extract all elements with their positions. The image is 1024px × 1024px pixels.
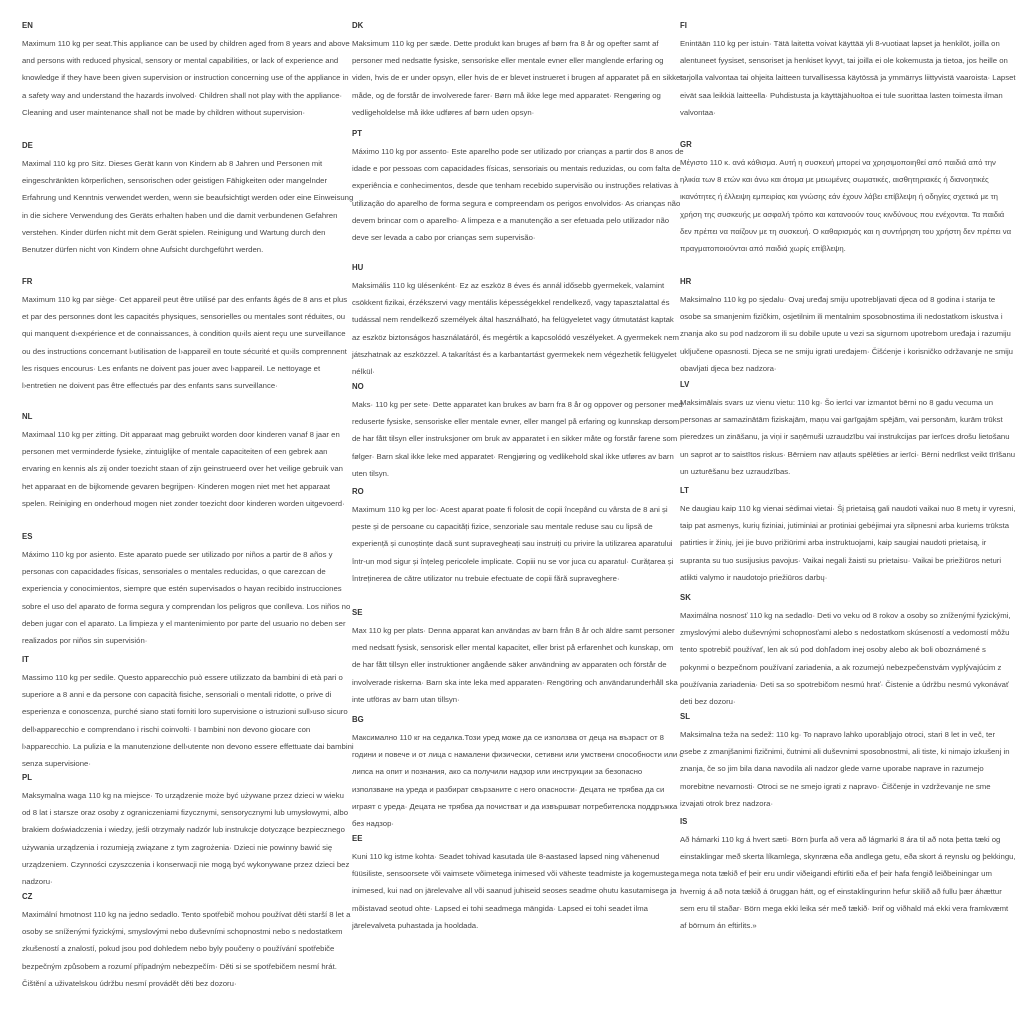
warning-text: Maximal 110 kg pro Sitz. Dieses Gerät kann von Kindern ab 8 Jahren und Personen mit eingeschränkten körperlichen, sensorischen oder geistigen Fähigkeiten oder mangelnder Erfahrung und Kenntnis verwendet werden, wenn sie beaufsichtigt werden oder eine Einweisung in die sichere Verwendung des Geräts erhalten haben und die damit verbundenen Gefahren verstehen. Kinder dürfen nicht mit dem Gerät spielen. Reinigung und Wartung durch den Benutzer dürfen nicht von Kindern ohne Aufsicht durchgeführt werden. xyxy=(22,159,354,255)
language-code: ES xyxy=(22,532,33,541)
language-code: SK xyxy=(680,593,691,602)
section-se xyxy=(352,607,684,708)
column-1 xyxy=(22,0,354,1024)
section-es xyxy=(22,531,354,649)
section-ro xyxy=(352,486,684,587)
section-is xyxy=(680,816,1016,934)
section-pl xyxy=(22,772,354,890)
language-code: RO xyxy=(352,487,364,496)
section-ee xyxy=(352,833,684,934)
language-code: IT xyxy=(22,655,29,664)
warning-text: Maximálna nosnosť 110 kg na sedadlo· Deti vo veku od 8 rokov a osoby so zníženými fyzickými, zmyslovými alebo duševnými schopnosťami alebo s nedostatkom skúseností a vedomostí môžu tento spotrebič používať, len ak sú pod dohľadom inej osoby alebo ak boli oboznámené s pokynmi o bezpečnom používaní zariadenia, a ak rozumejú nebezpečenstvám vyplývajúcim z používania zariadenia· Deti sa so spotrebičom nesmú hrať· Čistenie a údržbu nesmú vykonávať deti bez dozoru· xyxy=(680,611,1011,707)
warning-text: Maksymalna waga 110 kg na miejsce· To urządzenie może być używane przez dzieci w wieku od 8 lat i starsze oraz osoby z ograniczeniami fizycznymi, sensorycznymi lub umysłowymi, albo brakiem doświadczenia i wiedzy, jeśli otrzymały nadzór lub instrukcje dotyczące bezpiecznego używania urządzenia i rozumieją związane z tym zagrożenia· Dzieci nie powinny bawić się urządzeniem. Czynności czyszczenia i konserwacji nie mogą być wykonywane przez dzieci bez nadzoru· xyxy=(22,791,350,887)
section-de xyxy=(22,140,354,258)
warning-text: Ne daugiau kaip 110 kg vienai sėdimai vietai· Šį prietaisą gali naudoti vaikai nuo 8 metų ir vyresni, taip pat asmenys, kurių fiziniai, jutiminiai ar protiniai gebėjimai yra silpnesni arba kuriems trūksta patirties ir žinių, jei jie buvo prižiūrimi arba instruktuojami, kaip saugiai naudoti prietaisą, ir supranta su tuo susijusius pavojus· Vaikai negali žaisti su prietaisu· Vaikai be priežiūros neturi atlikti valymo ir naudotojo priežiūros darbų· xyxy=(680,504,1016,582)
warning-text: Maximaal 110 kg per zitting. Dit apparaat mag gebruikt worden door kinderen vanaf 8 jaar en personen met verminderde fysieke, zintuiglijke of mentale capaciteiten of een gebrek aan ervaring en kennis als zij onder toezicht staan of zijn geinstrueerd over het veilige gebruik van het apparaat en de bijkomende gevaren begrijpen· Kinderen mogen niet met het apparaat spelen. Reiniging en onderhoud mogen niet zonder toezicht door kinderen worden uitgevoerd· xyxy=(22,430,345,508)
language-code: LV xyxy=(680,380,690,389)
language-code: EN xyxy=(22,21,33,30)
warning-text: Максимално 110 кг на седалка.Този уред може да се използва от деца на възраст от 8 години и повече и от лица с намалени физически, сетивни или умствени способности или с липса на опит и познания, ако са получили надзор или инструкции за безопасно използване на уреда и разбират свързаните с него опасности· Децата не трябва да си играят с уреда· Децата не трябва да почистват и да извършват потребителска поддръжка без надзор· xyxy=(352,733,684,829)
language-code: FI xyxy=(680,21,687,30)
section-pt xyxy=(352,128,684,246)
column-2 xyxy=(352,0,684,1024)
warning-text: Maximum 110 kg per loc· Acest aparat poate fi folosit de copii începând cu vârsta de 8 ani și peste și de persoane cu capacități fizice, senzoriale sau mentale reduse sau cu lipsă de experiență și cunoștințe dacă sunt supravegheați sau instruiți cu privire la utilizarea aparatului într-un mod sigur și înțeleg pericolele implicate. Copiii nu se vor juca cu aparatul· Curățarea și întreținerea de către utilizator nu trebuie efectuate de copii fără supraveghere· xyxy=(352,505,674,583)
section-sk xyxy=(680,592,1016,710)
warning-text: Kuni 110 kg istme kohta· Seadet tohivad kasutada üle 8-aastased lapsed ning vähenenud füüsiliste, sensoorsete või vaimsete võimetega inimesed või väheste teadmiste ja kogemustega inimesed, kui nad on järelevalve all või saanud juhiseid seoses seadme ohutu kasutamisega ja mõistavad seotud ohte· Lapsed ei tohi seadmega mängida· Lapsed ei tohi seadet ilma järelevalveta puhastada ja hooldada. xyxy=(352,852,679,930)
warning-text: Maks· 110 kg per sete· Dette apparatet kan brukes av barn fra 8 år og oppover og personer med reduserte fysiske, sensoriske eller mentale evner, eller mangel på erfaring og kunnskap dersom de har fått tilsyn eller instruksjoner om bruk av apparatet i en sikker måte og forstår farene som følger· Barn skal ikke leke med apparatet· Rengjøring og vedlikehold skal ikke utføres av barn uten tilsyn. xyxy=(352,400,683,478)
section-hr xyxy=(680,276,1016,377)
language-code: NL xyxy=(22,412,33,421)
language-code: LT xyxy=(680,486,689,495)
warning-text: Maximum 110 kg par siège· Cet appareil peut être utilisé par des enfants âgés de 8 ans et plus et par des personnes dont les capacités physiques, sensorielles ou mentales sont réduites, ou qui manquent d›expérience et de connaissances, à condition qu›ils aient reçu une surveillance ou des instructions concernant l›utilisation de l›appareil en toute sécurité et qu›ils comprennent les risques encourus· Les enfants ne doivent pas jouer avec l›appareil. Le nettoyage et l›entretien ne doivent pas être effectués par des enfants sans surveillance· xyxy=(22,295,348,391)
warning-text: Máximo 110 kg por assento· Este aparelho pode ser utilizado por crianças a partir dos 8 anos de idade e por pessoas com capacidades físicas, sensoriais ou mentais reduzidas, ou com falta de experiência e conhecimentos, desde que tenham recebido supervisão ou instruções relativas à utilização do aparelho de forma segura e compreendam os perigos envolvidos· As crianças não devem brincar com o aparelho· A limpeza e a manutenção a ser efetuada pelo utilizador não deve ser levada a cabo por crianças sem supervisão· xyxy=(352,147,684,243)
warning-text: Maksimalna teža na sedež: 110 kg· To napravo lahko uporabljajo otroci, stari 8 let in več, ter osebe z zmanjšanimi fizičnimi, čutnimi ali duševnimi sposobnostmi, ali tiste, ki nimajo izkušenj in znanja, če so jim bila dana navodila ali nadzor glede varne uporabe naprave in razumejo morebitne nevarnosti· Otroci se ne smejo igrati z napravo· Čiščenje in vzdrževanje ne sme izvajati otrok brez nadzora· xyxy=(680,730,1010,808)
section-gr xyxy=(680,139,1016,257)
language-code: DE xyxy=(22,141,33,150)
warning-text: Maksimális 110 kg ülésenként· Ez az eszköz 8 éves és annál idősebb gyermekek, valamint csökkent fizikai, érzékszervi vagy mentális képességekkel rendelkező, vagy tapasztalattal és tudással nem rendelkező személyek által használható, ha felügyeletet vagy útmutatást kaptak az eszköz biztonságos használatáról, és megértik a kapcsolódó veszélyeket. A gyermekek nem játszhatnak az eszközzel. A takarítást és a karbantartást gyermekek nem végezhetik felügyelet nélkül· xyxy=(352,281,679,377)
warning-text: Maksimum 110 kg per sæde. Dette produkt kan bruges af børn fra 8 år og opefter samt af personer med nedsatte fysiske, sensoriske eller mentale evner eller manglende erfaring og viden, hvis de er under opsyn, eller hvis de er blevet instrueret i brugen af apparatet på en sikker måde, og de forstår de involverede farer· Børn må ikke lege med apparatet· Rengøring og vedligeholdelse må ikke udføres af børn uden opsyn· xyxy=(352,39,683,117)
section-lt xyxy=(680,485,1016,586)
section-dk xyxy=(352,20,684,121)
language-code: GR xyxy=(680,140,692,149)
language-code: FR xyxy=(22,277,33,286)
warning-text: Maximální hmotnost 110 kg na jedno sedadlo. Tento spotřebič mohou používat děti starší 8 let a osoby se sníženými fyzickými, smyslovými nebo duševními schopnostmi nebo s nedostatkem zkušeností a znalostí, pokud jsou pod dohledem nebo byly poučeny o používání spotřebiče bezpečným způsobem a rozumí případným nebezpečím· Děti si se spotřebičem nesmí hrát. Čištění a uživatelskou údržbu nesmí provádět děti bez dozoru· xyxy=(22,910,351,988)
language-code: HU xyxy=(352,263,364,272)
language-code: HR xyxy=(680,277,692,286)
column-3 xyxy=(680,0,1016,1024)
section-fr xyxy=(22,276,354,394)
language-code: PT xyxy=(352,129,362,138)
section-bg xyxy=(352,714,684,832)
warning-text: Maksimālais svars uz vienu vietu: 110 kg· Šo ierīci var izmantot bērni no 8 gadu vecuma un personas ar samazinātām fiziskajām, maņu vai garīgajām spējām, vai personām, kurām trūkst pieredzes un zināšanu, ja viņi ir saņēmuši uzraudzību vai instrukcijas par ierīces drošu lietošanu un saprot ar to saistītos riskus· Bērniem nav atļauts spēlēties ar ierīci· Bērni nedrīkst veikt tīrīšanu un uzturēšanu bez uzraudzības. xyxy=(680,398,1016,476)
section-en xyxy=(22,20,354,121)
language-code: PL xyxy=(22,773,32,782)
warning-text: Að hámarki 110 kg á hvert sæti· Börn þurfa að vera að lágmarki 8 ára til að nota þetta tæki og einstaklingar með skerta líkamlega, skynræna eða andlega getu, eða skort á reynslu og þekkingu, mega nota tækið ef þeir eru undir viðeigandi eftirliti eða ef þeir hafa fengið leiðbeiningar um hvernig á að nota tækið á öruggan hátt, og ef einstaklingurinn hefur skilið að fullu þær áhættur sem eru til staðar· Börn mega ekki leika sér með tækið· Þrif og viðhald má ekki vera framkvæmt af börnum án eftirlits.» xyxy=(680,835,1016,931)
warning-text: Maximum 110 kg per seat.This appliance can be used by children aged from 8 years and above and persons with reduced physical, sensory or mental capabilities, or lack of experience and knowledge if they have been given supervision or instruction concerning use of the appliance in a safety way and understand the hazards involved· Children shall not play with the appliance· Cleaning and user maintenance shall not be made by children without supervision· xyxy=(22,39,350,117)
language-code: EE xyxy=(352,834,363,843)
warning-text: Max 110 kg per plats· Denna apparat kan användas av barn från 8 år och äldre samt personer med nedsatt fysisk, sensorisk eller mental kapacitet, eller brist på erfarenhet och kunskap, om de har fått tillsyn eller instruktioner angående säker användning av apparaten och förstår de involverade riskerna· Barn ska inte leka med apparaten· Rengöring och användarunderhåll ska inte utföras av barn utan tillsyn· xyxy=(352,626,678,704)
language-code: BG xyxy=(352,715,364,724)
language-code: IS xyxy=(680,817,688,826)
warning-text: Maksimalno 110 kg po sjedalu· Ovaj uređaj smiju upotrebljavati djeca od 8 godina i starija te osobe sa smanjenim fizičkim, osjetilnim ili mentalnim sposobnostima ili nedostatkom iskustva i znanja ako su pod nadzorom ili su dobile upute u vezi sa sigurnom upotrebom uređaja i razumiju uključene opasnosti. Djeca se ne smiju igrati uređajem· Čišćenje i korisničko održavanje ne smiju obavljati djeca bez nadzora· xyxy=(680,295,1013,373)
section-cz xyxy=(22,891,354,992)
section-nl xyxy=(22,411,354,512)
language-code: CZ xyxy=(22,892,33,901)
section-hu xyxy=(352,262,684,380)
section-fi xyxy=(680,20,1016,121)
warning-text: Μέγιστο 110 κ. ανά κάθισμα. Αυτή η συσκευή μπορεί να χρησιμοποιηθεί από παιδιά από την ηλικία των 8 ετών και άνω και άτομα με μειωμένες σωματικές, αισθητηριακές ή διανοητικές ικανότητες ή έλλειψη εμπειρίας και γνώσης εάν έχουν λάβει επίβλεψη ή οδηγίες σχετικά με τη χρήση της συσκευής με ασφαλή τρόπο και κατανοούν τους κινδύνους που ενέχονται. Τα παιδιά δεν πρέπει να παίζουν με τη συσκευή. Ο καθαρισμός και η συντήρηση του χρήστη δεν πρέπει να πραγματοποιούνται από παιδιά χωρίς επίβλεψη. xyxy=(680,158,1012,254)
section-no xyxy=(352,381,684,482)
warning-text: Massimo 110 kg per sedile. Questo apparecchio può essere utilizzato da bambini di età pari o superiore a 8 anni e da persone con capacità fisiche, sensoriali o mentali ridotte, o prive di esperienza e conoscenza, purché siano stati forniti loro supervisione o istruzioni sull›uso sicuro dell›apparecchio e comprendano i rischi coinvolti· I bambini non devono giocare con l›apparecchio. La pulizia e la manutenzione dell›utente non devono essere effettuate dai bambini senza supervisione· xyxy=(22,673,354,769)
section-sl xyxy=(680,711,1016,812)
section-it xyxy=(22,654,354,772)
warning-text: Enintään 110 kg per istuin· Tätä laitetta voivat käyttää yli 8-vuotiaat lapset ja henkilöt, joilla on alentuneet fyysiset, sensoriset ja henkiset kyvyt, tai joilla ei ole kokemusta ja tietoa, jos heille on tarjolla valvontaa tai ohjeita laitteen turvallisessa käytössä ja ymmärrys liittyvistä vaaroista· Lapset eivät saa leikkiä laitteella· Puhdistusta ja käyttäjähuoltoa ei tule suorittaa lasten toimesta ilman valvontaa· xyxy=(680,39,1016,117)
section-lv xyxy=(680,379,1016,480)
language-code: NO xyxy=(352,382,364,391)
warning-text: Máximo 110 kg por asiento. Este aparato puede ser utilizado por niños a partir de 8 años y personas con capacidades físicas, sensoriales o mentales reducidas, o que carezcan de experiencia y conocimientos, siempre que estén supervisados o hayan recibido instrucciones sobre el uso del aparato de forma segura y comprendan los peligros que conlleva. Los niños no deben jugar con el aparato. La limpieza y el mantenimiento por parte del usuario no deben ser realizados por niños sin supervisión· xyxy=(22,550,351,646)
language-code: SE xyxy=(352,608,363,617)
language-code: DK xyxy=(352,21,364,30)
language-code: SL xyxy=(680,712,690,721)
